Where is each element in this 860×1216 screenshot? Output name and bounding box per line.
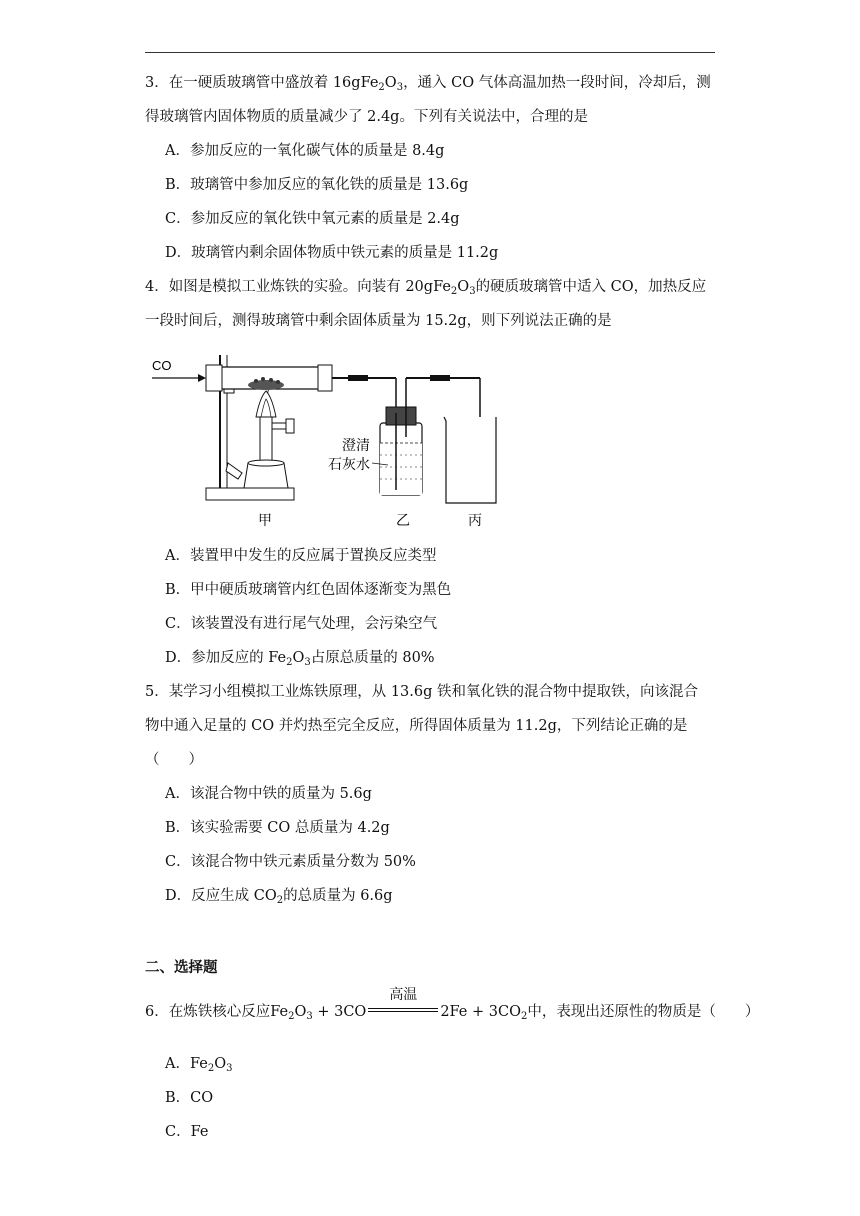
q6-stem: 6．在炼铁核心反应$Fe_2O_3 + 3CO$ 高温 $2Fe + 3CO_2$中，表现出还原性的物质是（ ） <box>145 987 760 1022</box>
q5-stem-line2: 物中通入足量的 CO 并灼热至完全反应，所得固体质量为 11.2g，下列结论正确的是 <box>145 718 688 734</box>
q5-stem-line1: 5．某学习小组模拟工业炼铁原理，从 13.6g 铁和氧化铁的混合物中提取铁，向该混合 <box>145 684 699 700</box>
limewater-label-line1: 澄清 <box>342 437 370 453</box>
co-arrow-head <box>198 374 206 382</box>
stand-base <box>206 488 294 500</box>
label-yi: 乙 <box>396 512 410 528</box>
q3-stem-line1: 3．在一硬质玻璃管中盛放着 $16gFe_2O_3$，通入 CO 气体高温加热一段时间，冷却后，测 <box>145 75 711 93</box>
q5-option-a[interactable]: A．该混合物中铁的质量为 5.6g <box>165 786 372 802</box>
alcohol-burner <box>260 417 272 461</box>
q6-option-a[interactable]: A．$Fe_2O_3$ <box>165 1056 233 1074</box>
reaction-arrow: 高温 <box>368 1005 438 1019</box>
q4-option-c[interactable]: C．该装置没有进行尾气处理，会污染空气 <box>165 616 438 632</box>
beaker <box>444 417 496 503</box>
ironmaking-apparatus-figure <box>148 345 528 535</box>
q4-option-b[interactable]: B．甲中硬质玻璃管内红色固体逐渐变为黑色 <box>165 582 452 598</box>
q4-stem-line1: 4．如图是模拟工业炼铁的实验。向装有 $20gFe_2O_3$的硬质玻璃管中适入 CO，加热反应 <box>145 279 707 297</box>
q4-option-a[interactable]: A．装置甲中发生的反应属于置换反应类型 <box>165 548 437 564</box>
q3-stem-line2: 得玻璃管内固体物质的质量减少了 2.4g。下列有关说法中，合理的是 <box>145 109 588 125</box>
q6-option-b[interactable]: B．CO <box>165 1090 214 1106</box>
q5-option-b[interactable]: B．该实验需要 CO 总质量为 4.2g <box>165 820 390 836</box>
section-heading: 二、选择题 <box>145 959 218 976</box>
q5-answer-blank: （ ） <box>145 752 203 768</box>
q6-option-c[interactable]: C．Fe <box>165 1124 209 1140</box>
label-jia: 甲 <box>258 512 272 528</box>
q5-option-d[interactable]: D．反应生成 $CO_2$的总质量为 6.6g <box>165 888 393 906</box>
q3-option-d[interactable]: D．玻璃管内剩余固体物质中铁元素的质量是 11.2g <box>165 245 499 261</box>
label-bing: 丙 <box>468 512 482 528</box>
q5-option-c[interactable]: C．该混合物中铁元素质量分数为 50% <box>165 854 416 870</box>
q4-stem-line2: 一段时间后，测得玻璃管中剩余固体质量为 15.2g，则下列说法正确的是 <box>145 313 612 329</box>
q3-option-c[interactable]: C．参加反应的氧化铁中氧元素的质量是 2.4g <box>165 211 460 227</box>
limewater-label-line2: 石灰水 <box>328 456 370 472</box>
header-rule <box>145 52 715 53</box>
q3-option-b[interactable]: B．玻璃管中参加反应的氧化铁的质量是 13.6g <box>165 177 469 193</box>
q4-option-d[interactable]: D．参加反应的 $Fe_2O_3$占原总质量的 80% <box>165 650 435 668</box>
q3-option-a[interactable]: A．参加反应的一氧化碳气体的质量是 8.4g <box>165 143 445 159</box>
co-inlet-label: CO <box>152 358 172 373</box>
